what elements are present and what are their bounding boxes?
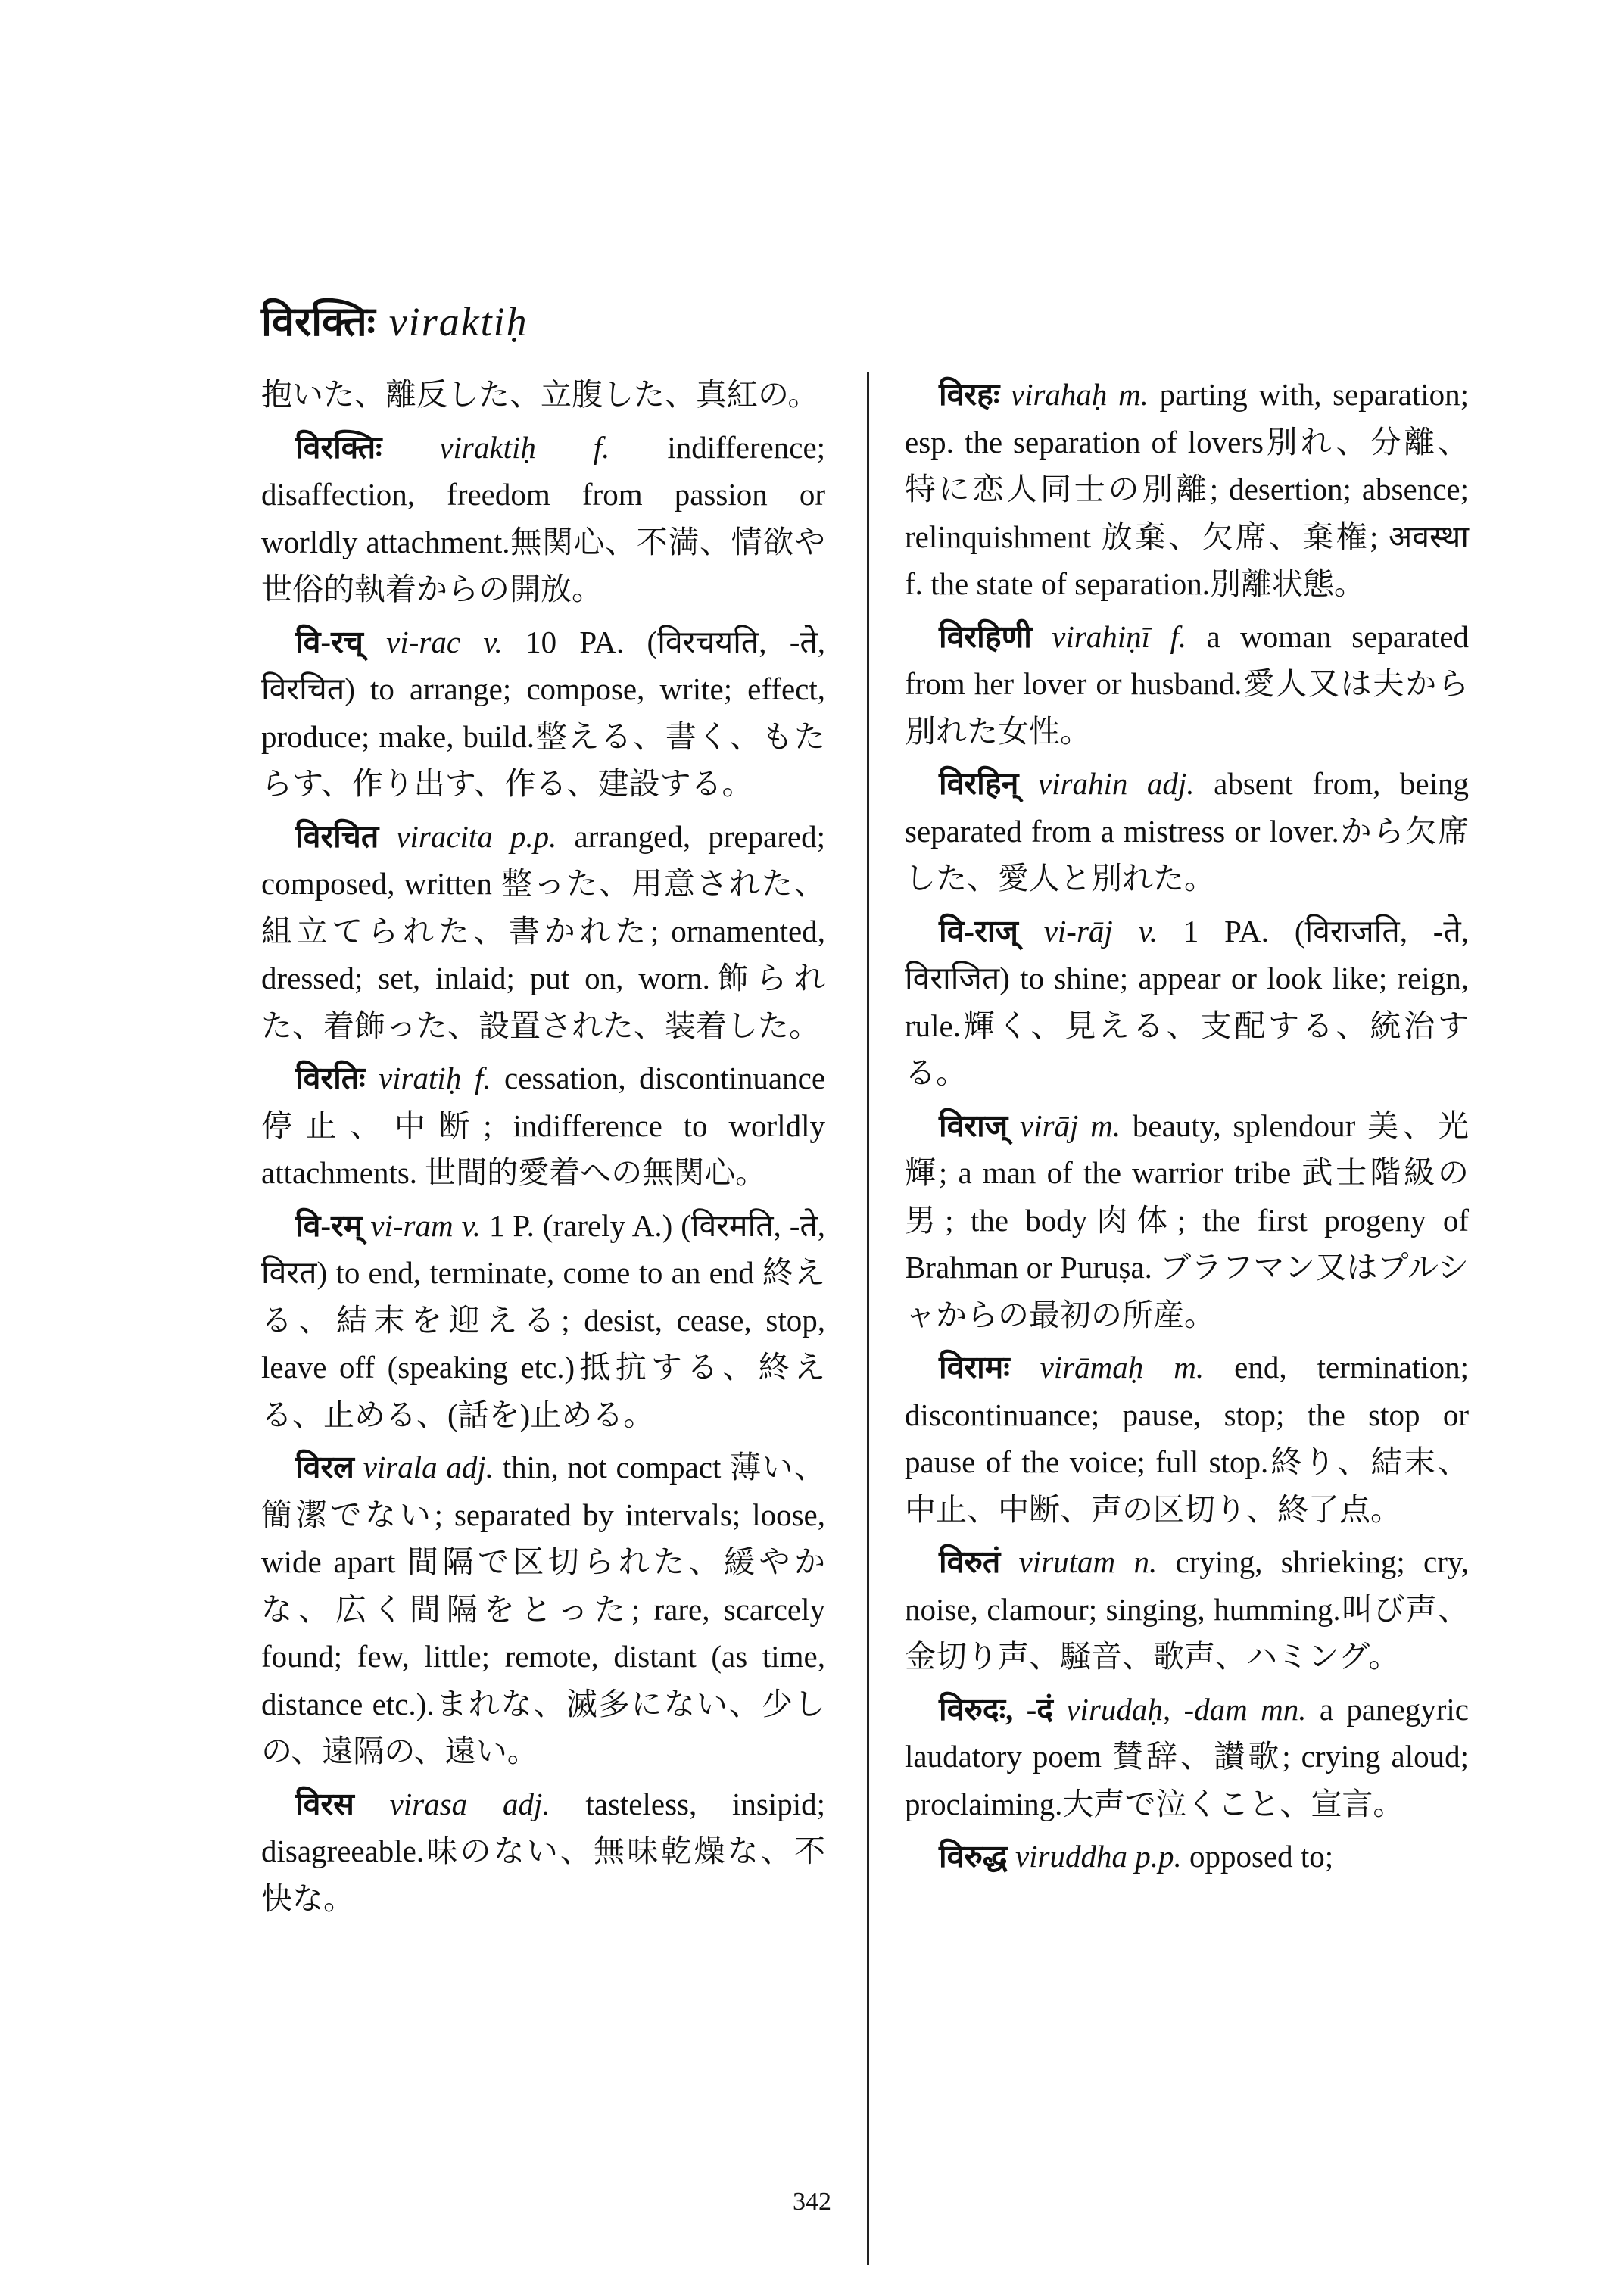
definition-text: opposed to;	[1189, 1839, 1334, 1874]
headword-romanization: viruddha	[1015, 1839, 1127, 1874]
headword-romanization: virāmaḥ	[1040, 1350, 1144, 1385]
running-head-devanagari: विरक्तिः	[261, 299, 376, 344]
headword-romanization: virahaḥ	[1010, 377, 1108, 412]
definition-text: thin, not compact 薄い、簡潔でない; separated by intervals; loose, wide apart 間隔で区切られた、緩やかな、広く間隔をとった; rare, scarcely found; few, little; remote, distant (as time, distance etc.).まれな、滅多にない、少しの、遠隔の、遠い。	[261, 1450, 825, 1768]
part-of-speech: adj.	[446, 1450, 494, 1485]
running-head	[261, 291, 528, 352]
definition-text: crying, shrieking; cry, noise, clamour; singing, humming.叫び声、金切り声、騒音、歌声、ハミング。	[905, 1544, 1469, 1674]
part-of-speech: m.	[1174, 1350, 1205, 1385]
headword-devanagari: वि-रम्	[295, 1207, 363, 1243]
headword-devanagari: विरक्तिः	[295, 429, 382, 465]
dictionary-entry	[261, 618, 825, 808]
part-of-speech: adj.	[502, 1786, 550, 1821]
definition-text: parting with, separation; esp. the separation of lovers別れ、分離、特に恋人同士の別離; desertion; absence; relinquishment 放棄、欠席、棄権; अवस्था f. the state of separation.別離状態。	[905, 377, 1470, 601]
right-column	[905, 371, 1469, 1886]
headword-devanagari: विरहः	[939, 377, 1000, 412]
headword-devanagari: विरल	[295, 1450, 354, 1485]
part-of-speech: v.	[1138, 913, 1158, 949]
dictionary-entry	[261, 1055, 825, 1197]
dictionary-entry	[261, 371, 825, 419]
definition-text: 1 P. (rarely A.) (विरमति, -ते, विरत) to end, terminate, come to an end 終える、結末を迎える; desist, cease, stop, leave off (speaking etc.)抵抗する、終える、止める、(話を)止める。	[261, 1207, 826, 1432]
definition-text: end, termination; discontinuance; pause, stop; the stop or pause of the voice; full stop.終り、結末、中止、中断、声の区切り、終了点。	[905, 1350, 1470, 1527]
dictionary-entry	[261, 1444, 825, 1775]
part-of-speech: p.p.	[510, 818, 557, 854]
definition-text: 1 PA. (विराजति, -ते, विराजित) to shine; appear or look like; reign, rule.輝く、見える、支配する、統治する。	[905, 913, 1470, 1090]
headword-devanagari: विरुदः, -दं	[939, 1691, 1054, 1727]
left-column	[261, 371, 825, 1927]
headword-romanization: virudaḥ, -dam	[1066, 1691, 1248, 1727]
part-of-speech: p.p.	[1135, 1839, 1182, 1874]
headword-romanization: viracita	[396, 818, 493, 854]
part-of-speech: n.	[1133, 1544, 1158, 1579]
headword-devanagari: विरुतं	[939, 1544, 1001, 1579]
part-of-speech: m.	[1118, 377, 1149, 412]
definition-text: a panegyric laudatory poem 賛辞、讃歌; crying aloud; proclaiming.大声で泣くこと、宣言。	[905, 1691, 1469, 1821]
definition-text: 抱いた、離反した、立腹した、真紅の。	[261, 377, 819, 412]
part-of-speech: v.	[461, 1207, 481, 1243]
dictionary-entry	[905, 1538, 1469, 1681]
definition-text: cessation, discontinuance停止、中断; indifference to worldly attachments. 世間的愛着への無関心。	[261, 1061, 826, 1190]
headword-devanagari: विरहिन्	[939, 766, 1019, 801]
headword-romanization: virutam	[1018, 1544, 1116, 1579]
headword-devanagari: विरुद्ध	[939, 1839, 1008, 1874]
headword-devanagari: विरहिणी	[939, 618, 1032, 654]
part-of-speech: f.	[1170, 618, 1187, 654]
dictionary-entry	[905, 1344, 1469, 1533]
part-of-speech: mn.	[1261, 1691, 1307, 1727]
definition-text: 10 PA. (विरचयति, -ते, विरचित) to arrange; compose, write; effect, produce; make, build.整える、書く、もたらす、作り出す、作る、建設する。	[261, 624, 826, 801]
definition-text: a woman separated from her lover or husband.愛人又は夫から別れた女性。	[905, 618, 1470, 749]
headword-devanagari: विरामः	[939, 1350, 1010, 1385]
headword-romanization: viraktiḥ	[439, 429, 536, 465]
part-of-speech: f.	[474, 1061, 491, 1095]
dictionary-entry	[905, 1102, 1469, 1339]
dictionary-entry	[905, 371, 1469, 608]
dictionary-entry	[905, 1833, 1469, 1880]
part-of-speech: v.	[483, 624, 503, 659]
definition-text: indifference; disaffection, freedom from passion or worldly attachment.無関心、不満、情欲や世俗的執着からの開放。	[261, 429, 826, 606]
dictionary-entry	[261, 813, 825, 1050]
definition-text: tasteless, insipid; disagreeable.味のない、無味乾燥な、不快な。	[261, 1786, 826, 1916]
headword-devanagari: वि-राज्	[939, 913, 1018, 949]
dictionary-entry	[905, 908, 1469, 1097]
headword-devanagari: वि-रच्	[295, 624, 363, 659]
headword-romanization: virahiṇī	[1052, 618, 1151, 654]
dictionary-entry	[261, 1781, 825, 1923]
dictionary-entry	[905, 613, 1469, 756]
definition-text: arranged, prepared; composed, written 整った、用意された、組立てられた、書かれた; ornamented, dressed; set, inlaid; put on, worn.飾られた、着飾った、設置された、装着した。	[261, 818, 825, 1043]
headword-romanization: vi-rāj	[1043, 913, 1113, 949]
headword-romanization: vi-ram	[370, 1207, 454, 1243]
running-head-roman: viraktiḥ	[388, 299, 528, 344]
dictionary-entry	[905, 760, 1469, 902]
headword-romanization: vi-rac	[386, 624, 461, 659]
part-of-speech: adj.	[1146, 766, 1195, 801]
headword-romanization: virasa	[389, 1786, 468, 1821]
definition-text: beauty, splendour 美、光輝; a man of the warrior tribe 武士階級の男; the body肉体; the first progeny of Brahman or Puruṣa. ブラフマン又はプルシャからの最初の所産。	[905, 1108, 1470, 1332]
definition-text: absent from, being separated from a mistress or lover.から欠席した、愛人と別れた。	[905, 766, 1470, 896]
column-divider	[867, 372, 869, 2265]
part-of-speech: m.	[1090, 1108, 1121, 1143]
headword-romanization: virāj	[1020, 1108, 1079, 1143]
headword-devanagari: विराज्	[939, 1108, 1008, 1143]
dictionary-entry	[261, 424, 825, 613]
headword-devanagari: विरस	[295, 1786, 354, 1821]
headword-romanization: virahin	[1037, 766, 1128, 801]
headword-romanization: viratiḥ	[379, 1061, 462, 1095]
headword-devanagari: विरचित	[295, 818, 379, 854]
dictionary-entry	[261, 1202, 825, 1439]
headword-romanization: virala	[363, 1450, 438, 1485]
page-number: 342	[793, 2188, 831, 2216]
headword-devanagari: विरतिः	[295, 1061, 366, 1095]
part-of-speech: f.	[593, 429, 610, 465]
dictionary-entry	[905, 1686, 1469, 1828]
